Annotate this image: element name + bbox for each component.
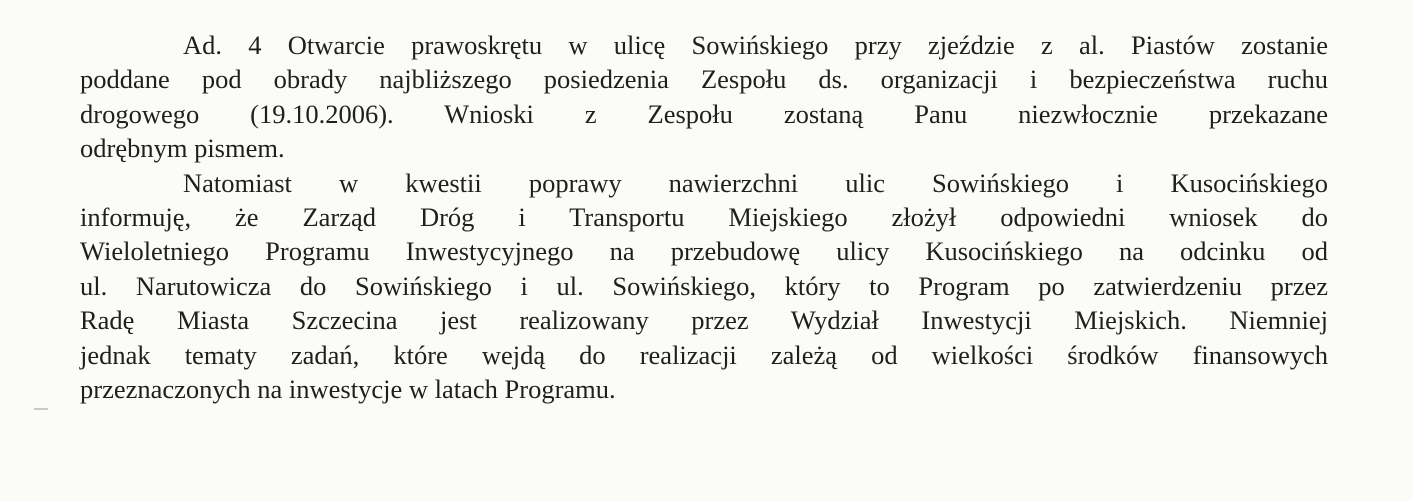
text-line: ul. Narutowicza do Sowińskiego i ul. Sowińskiego, który to Program po zatwierdzeniu przez [80,270,1328,301]
text-line: informuję, że Zarząd Dróg i Transportu Miejskiego złożył odpowiedni wniosek do [80,201,1328,232]
text-line: poddane pod obrady najbliższego posiedzenia Zespołu ds. organizacji i bezpieczeństwa ruchu [80,64,1328,95]
text-line: Radę Miasta Szczecina jest realizowany przez Wydział Inwestycji Miejskich. Niemniej [80,305,1328,336]
text-line: Ad. 4 Otwarcie prawoskrętu w ulicę Sowińskiego przy zjeździe z al. Piastów zostanie [183,30,1328,60]
text-line: Wieloletniego Programu Inwestycyjnego na przebudowę ulicy Kusocińskiego na odcinku od [80,236,1328,267]
text-line: Natomiast w kwestii poprawy nawierzchni ulic Sowińskiego i Kusocińskiego [183,167,1328,198]
text-line: jednak tematy zadań, które wejdą do realizacji zależą od wielkości środków finansowych [80,339,1328,370]
paragraph-road-surface [80,166,1328,407]
paragraph-ad-4 [80,28,1328,166]
text-line: odrębnym pismem. [80,133,285,164]
text-line: drogowego (19.10.2006). Wnioski z Zespołu zostaną Panu niezwłocznie przekazane [80,98,1328,129]
scan-artifact-mark [34,408,48,410]
text-line: przeznaczonych na inwestycje w latach Programu. [80,373,616,404]
letter-body [80,28,1328,406]
